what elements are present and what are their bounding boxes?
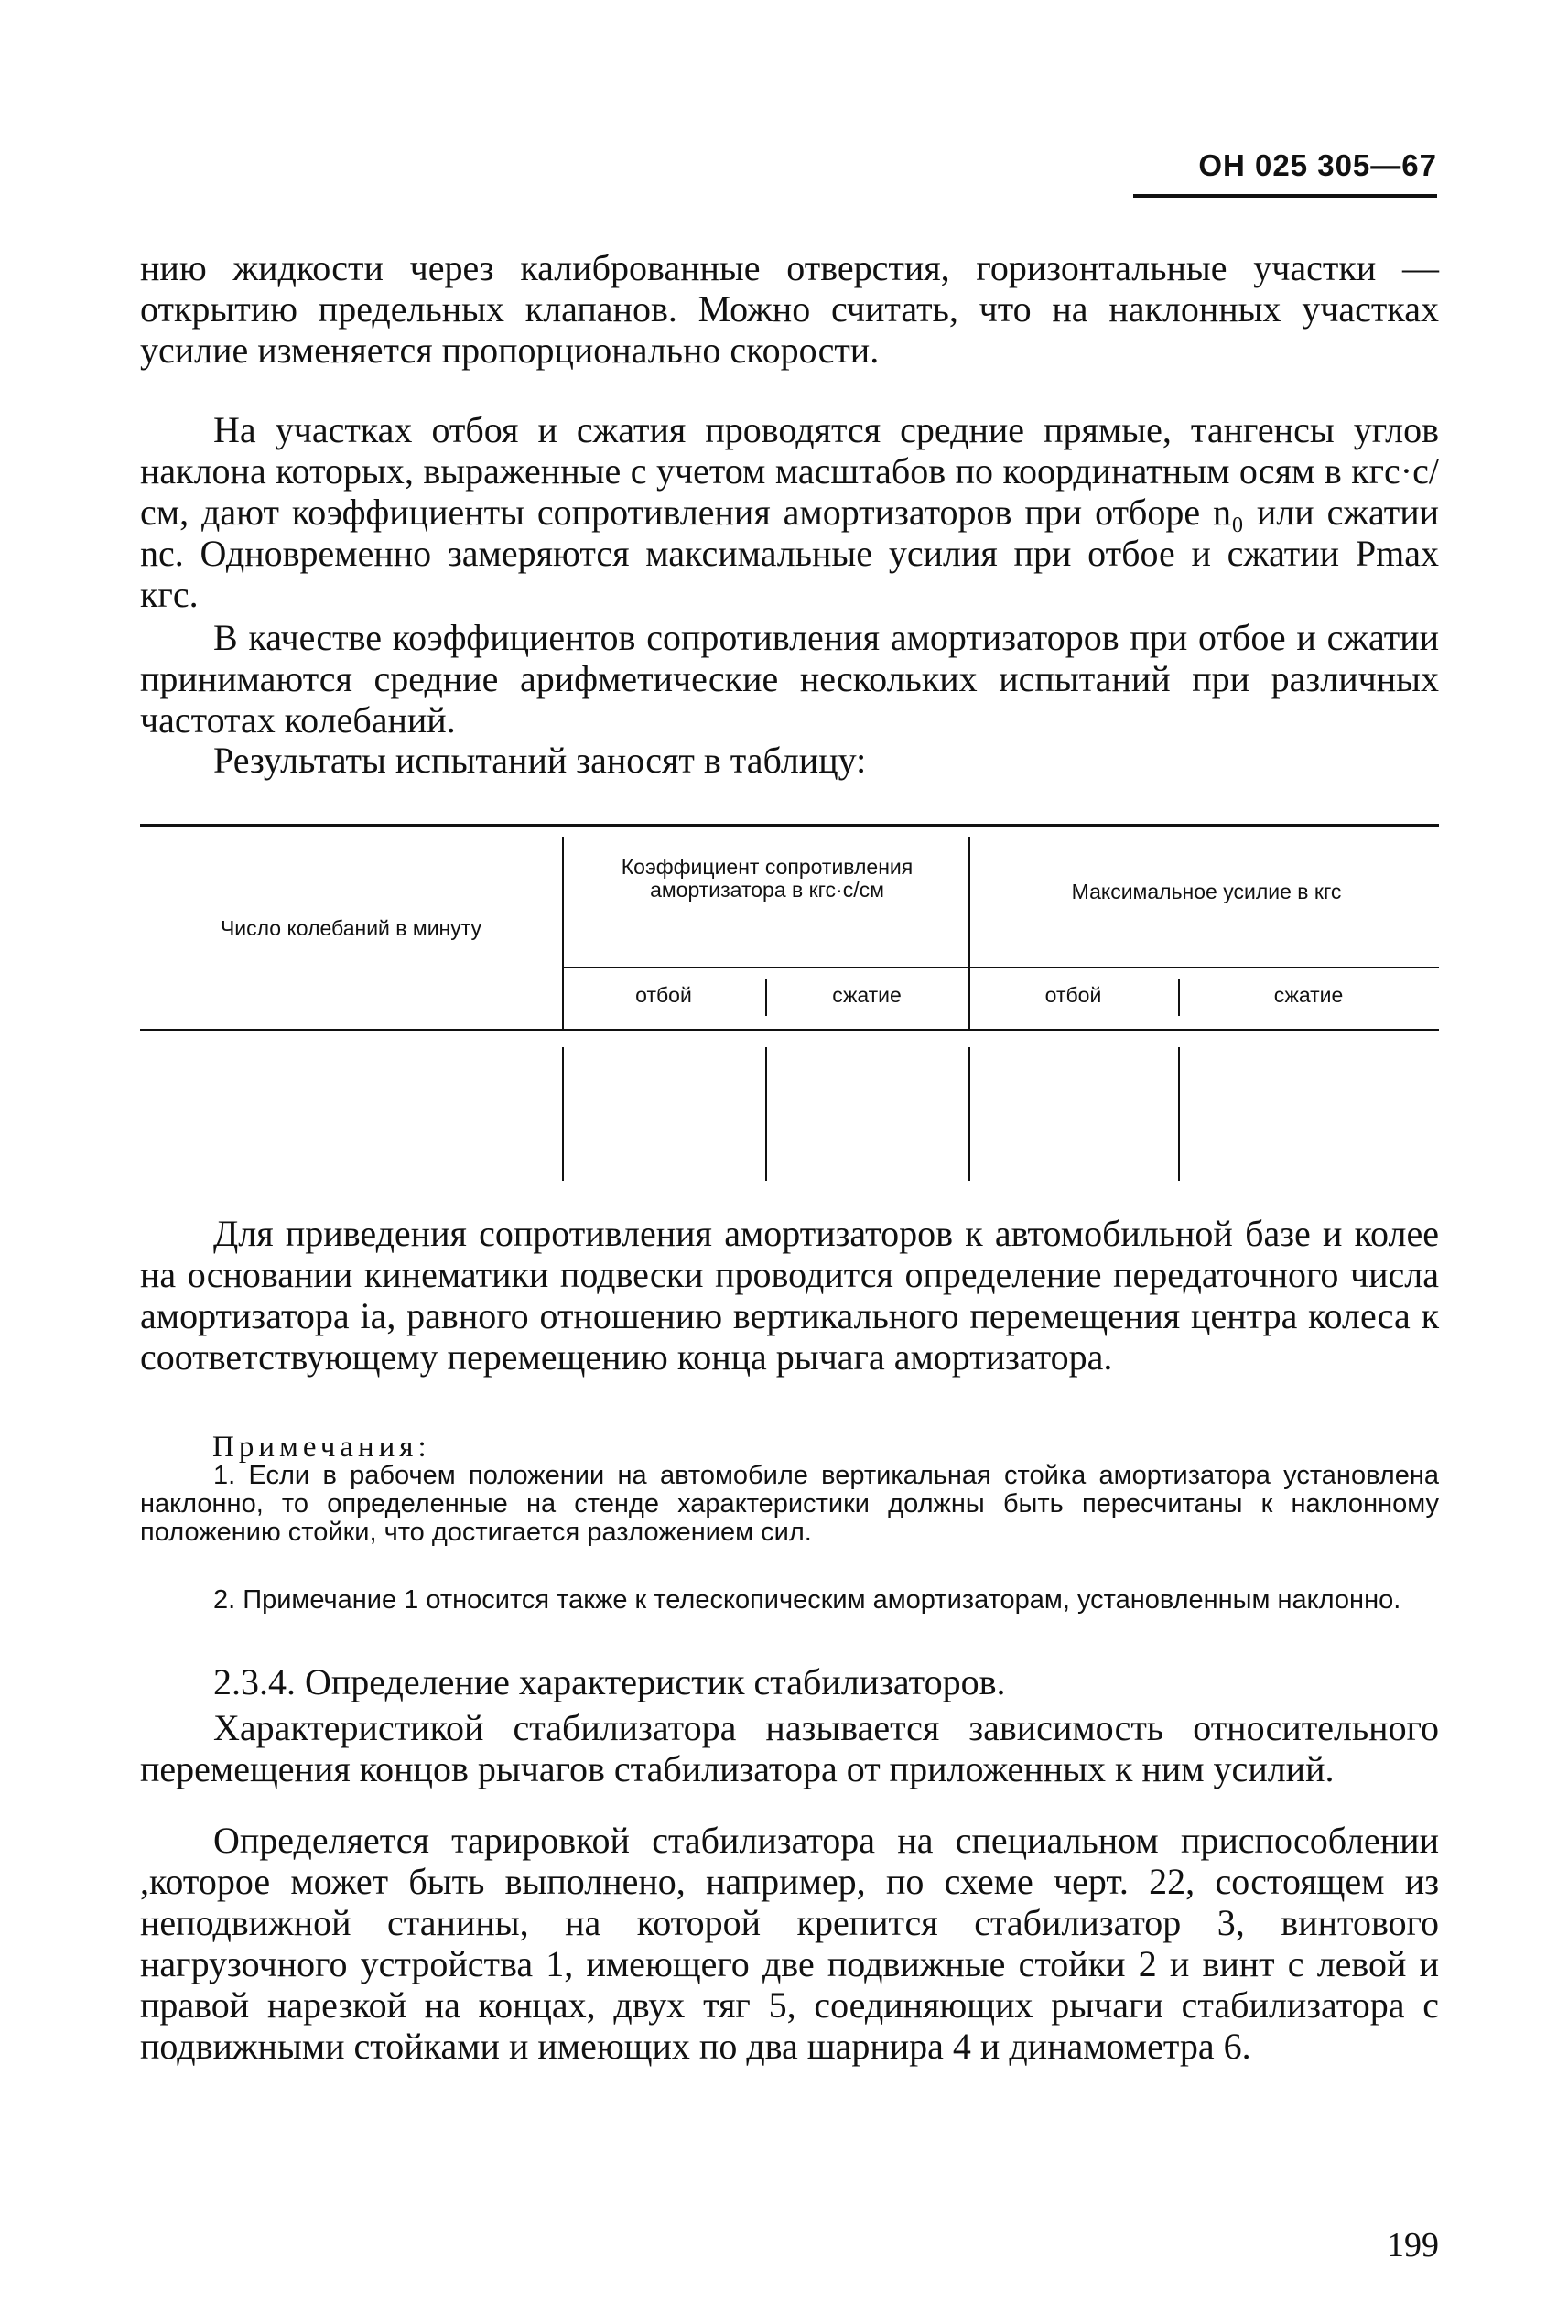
paragraph-block-5 xyxy=(140,1213,1439,1378)
subcol-compression-2: сжатие xyxy=(1273,983,1344,1007)
section-heading-block xyxy=(140,1661,1439,1702)
table-header-bottom-rule xyxy=(140,1029,1439,1031)
col-header-oscillations: Число колебаний в минуту xyxy=(220,916,482,940)
paragraph-continuation xyxy=(140,247,1439,371)
notes-heading: Примечания: xyxy=(212,1431,431,1464)
note-2-block xyxy=(140,1586,1439,1615)
col-group-max-force: Максимальное усилие в кгс xyxy=(1071,880,1342,903)
paragraph-block-4 xyxy=(140,740,1439,781)
paragraph-7: Определяется тарировкой стабилизатора на специальном приспособлении ,которое может быть выполнено, например, по схеме черт. 22, состоящем из неподвижной станины, на которой крепится стабилизатор 3, винтового нагрузочного устройства 1, имеющего две подвижные стойки 2 и винт с левой и правой нарезкой на концах, двух тяг 5, соединяющих рычаги стабилизатора с подвижными стойками и имеющих по два шарнира 4 и динамометра 6. xyxy=(140,1820,1439,2067)
table-body-vline-2 xyxy=(765,1047,767,1181)
table-body-vline-1 xyxy=(562,1047,564,1181)
standard-code-header: ОН 025 305—67 xyxy=(1198,148,1437,182)
paragraph-4: Результаты испытаний заносят в таблицу: xyxy=(213,740,867,781)
paragraph-6: Характеристикой стабилизатора называется зависимость относительного перемещения концов рычагов стабилизатора от приложенных к ним усилий. xyxy=(140,1707,1439,1789)
paragraph-block-7 xyxy=(140,1820,1439,2067)
paragraph-1: нию жидкости через калиброванные отверстия, горизонтальные участки — открытию предельных клапанов. Можно считать, что на наклонных участках усилие изменяется пропорционально скорости. xyxy=(140,247,1439,371)
paragraph-block-2 xyxy=(140,409,1439,615)
header-underline xyxy=(1133,194,1437,198)
table-body-vline-3 xyxy=(968,1047,970,1181)
results-table xyxy=(140,824,1439,1190)
paragraph-3: В качестве коэффициентов сопротивления амортизаторов при отбое и сжатии принимаются средние арифметические нескольких испытаний при различных частотах колебаний. xyxy=(140,617,1439,740)
table-top-rule xyxy=(140,824,1439,827)
col-group-resistance: Коэффициент сопротивления амортизатора в кгс·с/см xyxy=(621,855,914,902)
subcol-rebound-1: отбой xyxy=(635,983,692,1007)
section-heading: 2.3.4. Определение характеристик стабилизаторов. xyxy=(213,1661,1006,1702)
note-1: 1. Если в рабочем положении на автомобиле вертикальная стойка амортизатора установлена наклонно, то определенные на стенде характеристики должны быть пересчитаны к наклонному положению стойки, что достигается разложением сил. xyxy=(140,1461,1439,1547)
paragraph-2: На участках отбоя и сжатия проводятся средние прямые, тангенсы углов наклона которых, выраженные с учетом масштабов по координатным осям в кгс·с/см, дают коэффициенты сопротивления амортизаторов при отборе n₀ или сжатии nс. Одновременно замеряются максимальные усилия при отбое и сжатии Pmax кгс. xyxy=(140,409,1439,615)
table-group-divider xyxy=(562,967,1439,968)
table-body-vline-4 xyxy=(1178,1047,1180,1181)
paragraph-5: Для приведения сопротивления амортизаторов к автомобильной базе и колее на основании кинематики подвески проводится определение передаточного числа амортизатора iа, равного отношению вертикального перемещения центра колеса к соответствующему перемещению конца рычага амортизатора. xyxy=(140,1213,1439,1378)
subcol-rebound-2: отбой xyxy=(1044,983,1102,1007)
paragraph-block-6 xyxy=(140,1707,1439,1789)
page-number: 199 xyxy=(1387,2226,1439,2265)
note-1-block xyxy=(140,1462,1439,1547)
paragraph-block-3 xyxy=(140,617,1439,740)
subcol-compression-1: сжатие xyxy=(832,983,902,1007)
note-2: 2. Примечание 1 относится также к телескопическим амортизаторам, установленным наклонно. xyxy=(213,1585,1401,1615)
